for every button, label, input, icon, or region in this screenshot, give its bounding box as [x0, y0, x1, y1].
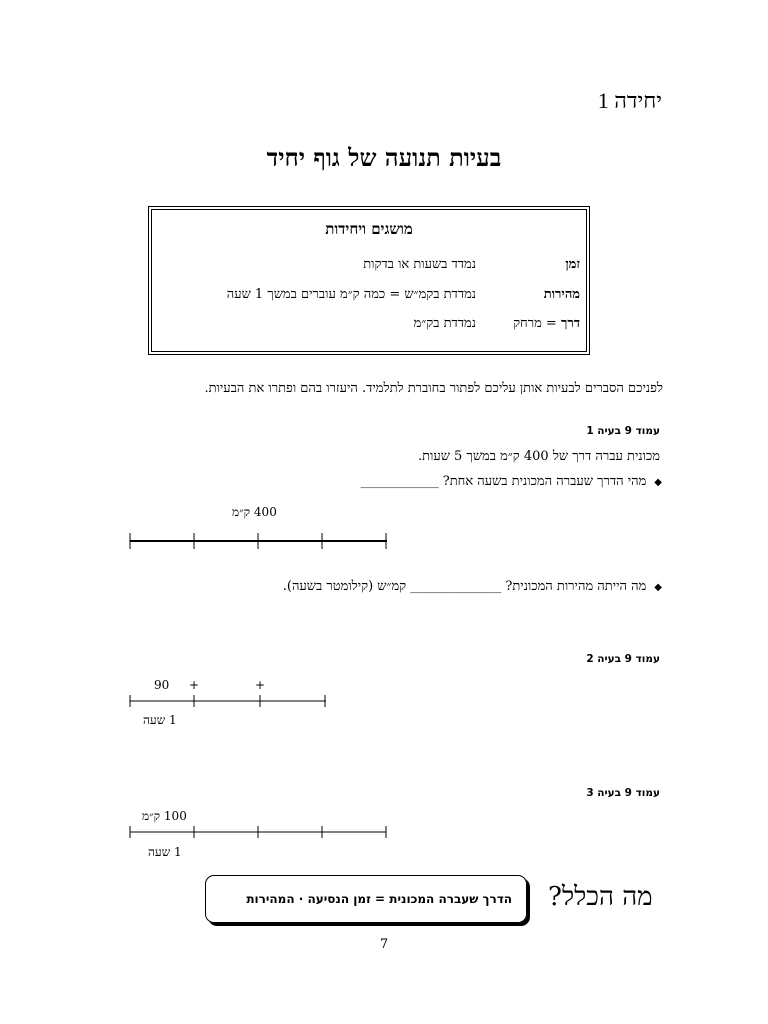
numberline-2-value: 90	[154, 678, 170, 692]
concept-row-distance	[160, 315, 580, 333]
problem-3-header: עמוד 9 בעיה 3	[586, 787, 660, 799]
numberline-3	[120, 823, 400, 843]
concept-term: מהירות	[543, 287, 580, 302]
bullet-icon: ◆	[654, 582, 662, 593]
rule-box	[205, 875, 527, 923]
numberline-2	[120, 692, 340, 712]
concepts-box	[151, 209, 587, 352]
question-text: מה הייתה מהירות המכונית? ______________ קמ״ש (קילומטר בשעה).	[282, 579, 647, 594]
rule-question: מה הכלל?	[548, 882, 653, 912]
concept-term: זמן	[565, 257, 580, 272]
numberline-3-value: 100 ק״מ	[142, 809, 187, 823]
rule-text: הדרך שעברה המכונית = זמן הנסיעה · המהירות	[246, 892, 512, 906]
numberline-2-hour: 1 שעה	[143, 713, 177, 727]
problem-1-text: מכונית עברה דרך של 400 ק״מ במשך 5 שעות.	[417, 449, 660, 464]
page-title: בעיות תנועה של גוף יחיד	[266, 143, 502, 172]
concept-desc: נמדד בשעות או בדקות	[363, 257, 476, 272]
unit-label: יחידה 1	[597, 88, 662, 113]
question-text: מהי הדרך שעברה המכונית בשעה אחת? ____________	[360, 474, 647, 489]
numberline-1	[120, 525, 400, 555]
problem-1-question-1	[361, 473, 662, 489]
page-number: 7	[379, 937, 389, 952]
concepts-title: מושגים ויחידות	[325, 220, 413, 238]
concept-row-time	[160, 256, 580, 274]
intro-text: לפניכם הסברים לבעיות אותן עליכם לפתור בחוברת לתלמיד. היעזרו בהם ופתרו את הבעיות.	[204, 381, 663, 396]
plus-sign: +	[255, 678, 266, 692]
concept-desc: נמדדת בק״מ	[413, 316, 476, 331]
concept-term-suffix: = מרחק	[513, 316, 561, 331]
problem-2-header: עמוד 9 בעיה 2	[586, 653, 660, 665]
plus-sign: +	[189, 678, 200, 692]
problem-1-header: עמוד 9 בעיה 1	[586, 425, 660, 437]
numberline-3-hour: 1 שעה	[148, 845, 182, 859]
concept-desc: נמדדת בקמ״ש = כמה ק״מ עוברים במשך 1 שעה	[226, 287, 476, 302]
numberline-1-label: 400 ק״מ	[232, 505, 277, 519]
concept-term: דרך	[560, 316, 580, 331]
bullet-icon: ◆	[654, 477, 662, 488]
problem-1-question-2	[283, 578, 662, 594]
concept-row-speed	[160, 286, 580, 304]
concept-term-group	[513, 315, 580, 331]
